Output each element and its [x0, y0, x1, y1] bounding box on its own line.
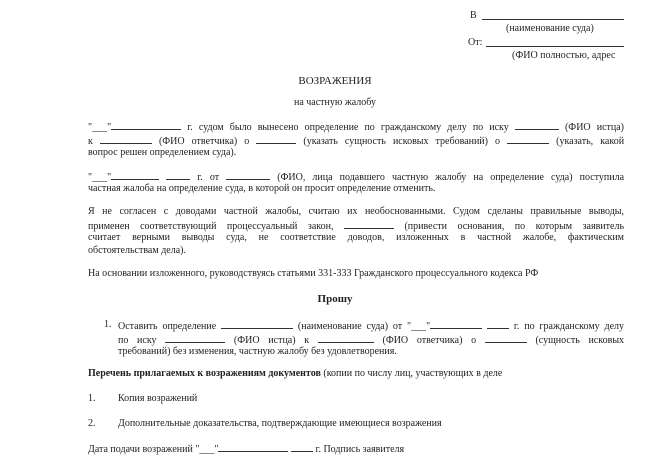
court-name-hint: (наименование суда) [506, 23, 594, 34]
attachment-2-number: 2. [88, 418, 96, 429]
p1-line-3: вопрос решен определением суда). [88, 147, 237, 158]
attachment-1-text: Копия возражений [118, 393, 198, 404]
p1-line-1: "___" г. судом было вынесено определение по гражданскому делу по иску (ФИО истца) [88, 122, 624, 133]
p3-line-1: Я не согласен с доводами частной жалобы, считаю их необоснованными. Судом сделаны правильные выводы, [88, 206, 624, 217]
p2-line-1: "___" г. от (ФИО, лица подавшего частную жалобу на определение суда) поступила [88, 172, 624, 183]
attachments-heading-bold: Перечень прилагаемых к возражениям документов [88, 368, 321, 379]
document-subtitle: на частную жалобу [293, 97, 377, 108]
p1-line-2: к (ФИО ответчика) о (указать сущность исковых требований) о (указать, какой [88, 136, 624, 147]
p3-line-4: обстоятельствам дела). [88, 245, 186, 256]
request-number: 1. [104, 319, 112, 330]
request-line-1: Оставить определение (наименование суда) от "___" г. по гражданскому делу [118, 321, 624, 332]
document-title: ВОЗРАЖЕНИЯ [298, 75, 372, 87]
to-label: В [470, 10, 477, 21]
attachments-heading-rest: (копии по числу лиц, участвующих в деле [320, 368, 503, 379]
footer-line: Дата подачи возражений "___" г. Подпись заявителя [88, 444, 405, 455]
p3-line-3: считает верными выводы суда, не соответствие доводов, изложенных в частной жалобе, фактическим [88, 232, 624, 243]
attachments-heading [88, 368, 502, 380]
p2-line-2: частная жалоба на определение суда, в которой он просит определение отменить. [88, 183, 436, 194]
request-line-3: требований) без изменения, частную жалобу без удовлетворения. [118, 346, 397, 357]
from-label: От: [468, 37, 483, 48]
request-line-2: по иску (ФИО истца) к (ФИО ответчика) о (сущность исковых [118, 335, 624, 346]
court-name-rule [482, 19, 624, 20]
attachment-2-text: Дополнительные доказательства, подтверждающие имеющиеся возражения [118, 418, 442, 429]
applicant-hint: (ФИО полностью, адрес [512, 50, 616, 61]
request-heading: Прошу [317, 293, 353, 305]
p4-line: На основании изложенного, руководствуясь статьями 331-333 Гражданского процессуального кодекса РФ [88, 268, 539, 279]
applicant-rule [486, 46, 624, 47]
attachment-1-number: 1. [88, 393, 96, 404]
p3-line-2: применен соответствующий процессуальный закон, (привести основания, по которым заявитель [88, 221, 624, 232]
